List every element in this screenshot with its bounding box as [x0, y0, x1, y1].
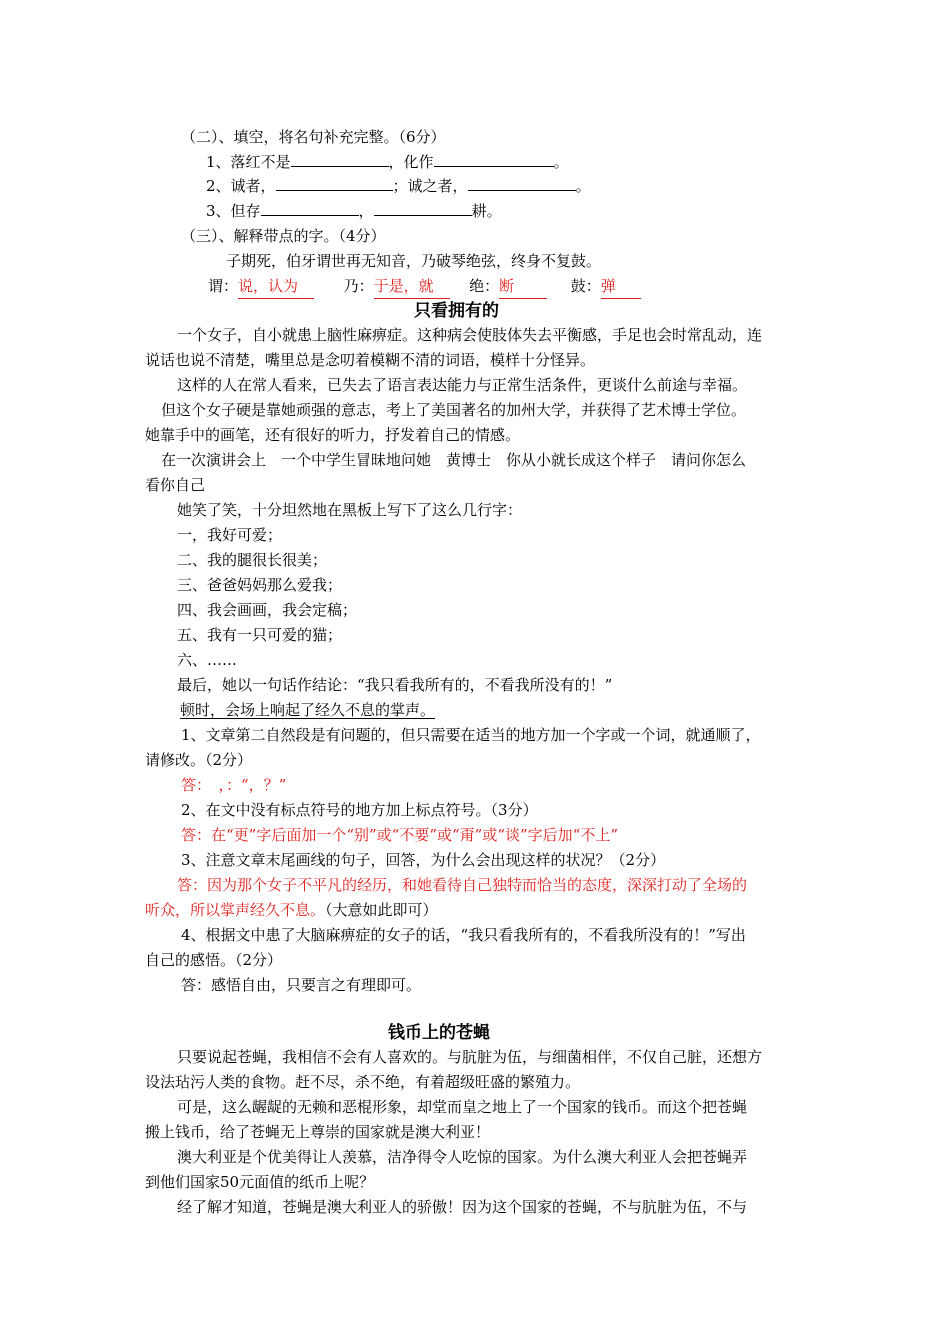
explain-section-heading: （三）、解释带点的字。（4分）: [181, 227, 386, 245]
answer-blank: [276, 174, 393, 191]
word-answer: 说，认为: [238, 274, 314, 299]
fill-q1-part-b: ，化作: [388, 153, 434, 171]
paragraph: 可是，这么龌龊的无赖和恶棍形象，却堂而皇之地上了一个国家的钱币。而这个把苍蝇: [177, 1098, 748, 1116]
list-item: 四、我会画画，我会定稿；: [177, 601, 358, 619]
answer-blank: [468, 174, 576, 191]
question-1-cont: 请修改。（2分）: [145, 751, 253, 769]
classical-sentence: 子期死，伯牙谓世再无知音，乃破琴绝弦，终身不复鼓。: [226, 252, 602, 270]
paragraph: 澳大利亚是个优美得让人羡慕，洁净得令人吃惊的国家。为什么澳大利亚人会把苍蝇弄: [177, 1148, 748, 1166]
paragraph: 设法玷污人类的食物。赶不尽，杀不绝，有着超级旺盛的繁殖力。: [145, 1073, 581, 1091]
answer-2: 答：在“更”字后面加一个“别”或“不要”或“甭”或“谈”字后加“不上”: [181, 826, 619, 844]
list-item: 一，我好可爱；: [177, 526, 283, 544]
word-label: 绝：: [469, 277, 500, 295]
paragraph: 最后，她以一句话作结论：“我只看我所有的，不看我所没有的！”: [177, 676, 613, 694]
paragraph: 这样的人在常人看来，已失去了语言表达能力与正常生活条件，更谈什么前途与幸福。: [177, 376, 748, 394]
paragraph: 她笑了笑，十分坦然地在黑板上写下了这么几行字：: [177, 501, 523, 519]
word-explanations: [208, 274, 641, 299]
question-1: 1、文章第二自然段是有问题的，但只需要在适当的地方加一个字或一个词，就通顺了，: [181, 726, 761, 744]
word-answer: 断: [499, 274, 547, 299]
word-label: 乃：: [343, 277, 374, 295]
fill-question-3: [206, 199, 502, 223]
paragraph: 只要说起苍蝇，我相信不会有人喜欢的。与肮脏为伍，与细菌相伴，不仅自己脏，还想方: [177, 1048, 763, 1066]
answer-blank: [374, 199, 472, 216]
paragraph: 在一次演讲会上 一个中学生冒昧地问她 黄博士 你从小就长成这个样子 请问你怎么: [161, 451, 747, 469]
answer-blank: [434, 150, 554, 167]
answer-3-note: （大意如此即可）: [325, 901, 438, 919]
paragraph: 看你自己: [145, 476, 206, 494]
list-item: 五、我有一只可爱的猫；: [177, 626, 343, 644]
paragraph: 搬上钱币，给了苍蝇无上尊崇的国家就是澳大利亚！: [145, 1123, 491, 1141]
answer-blank: [291, 150, 389, 167]
fill-q2-part-c: 。: [575, 177, 591, 195]
fill-section-heading: （二）、填空，将名句补充完整。（6分）: [181, 128, 446, 146]
fill-question-2: [206, 174, 591, 198]
answer-blank: [261, 199, 359, 216]
list-item: 二、我的腿很长很美；: [177, 551, 328, 569]
fill-q3-part-a: 3、但存: [206, 202, 261, 220]
word-label: 鼓：: [570, 277, 601, 295]
fill-q1-part-a: 1、落红不是: [206, 153, 291, 171]
answer-1: 答： ，：“，？”: [181, 776, 287, 794]
paragraph: 到他们国家50元面值的纸币上呢？: [145, 1173, 375, 1191]
fill-q3-part-c: 耕。: [471, 202, 502, 220]
fill-question-1: [206, 150, 569, 174]
list-item: 三、爸爸妈妈那么爱我；: [177, 576, 343, 594]
question-4: 4、根据文中患了大脑麻痹症的女子的话，“我只看我所有的，不看我所没有的！”写出: [181, 926, 746, 944]
fill-q2-part-a: 2、诚者，: [206, 177, 276, 195]
fill-q3-part-b: ，: [358, 202, 374, 220]
paragraph: 经了解才知道，苍蝇是澳大利亚人的骄傲！因为这个国家的苍蝇，不与肮脏为伍，不与: [177, 1198, 748, 1216]
paragraph: 说话也说不清楚，嘴里总是念叨着模糊不清的词语，模样十分怪异。: [145, 351, 596, 369]
word-answer: 弹: [601, 274, 641, 299]
answer-4: 答：感悟自由，只要言之有理即可。: [181, 976, 422, 994]
article-title: 只看拥有的: [414, 301, 499, 321]
question-3: 3、注意文章末尾画线的句子，回答，为什么会出现这样的状况？（2分）: [181, 851, 666, 869]
article-title: 钱币上的苍蝇: [388, 1023, 490, 1043]
answer-3: 答：因为那个女子不平凡的经历，和她看待自己独特而恰当的态度，深深打动了全场的: [177, 876, 748, 894]
list-item: 六、……: [177, 651, 238, 669]
word-answer: 于是，就: [374, 274, 450, 299]
fill-q2-part-b: ；诚之者，: [392, 177, 468, 195]
underlined-sentence: 顿时，会场上响起了经久不息的掌声。: [180, 701, 436, 719]
fill-q1-part-c: 。: [553, 153, 569, 171]
answer-3-cont: [145, 898, 438, 922]
question-4-cont: 自己的感悟。（2分）: [145, 951, 283, 969]
answer-3-red-part: 听众，所以掌声经久不息。: [145, 901, 326, 919]
question-2: 2、在文中没有标点符号的地方加上标点符号。（3分）: [181, 801, 538, 819]
paragraph: 一个女子，自小就患上脑性麻痹症。这种病会使肢体失去平衡感，手足也会时常乱动，连: [177, 326, 763, 344]
word-label: 谓：: [208, 277, 239, 295]
paragraph: 但这个女子硬是靠她顽强的意志，考上了美国著名的加州大学，并获得了艺术博士学位。: [161, 401, 747, 419]
paragraph: 她靠手中的画笔，还有很好的听力，抒发着自己的情感。: [145, 426, 521, 444]
